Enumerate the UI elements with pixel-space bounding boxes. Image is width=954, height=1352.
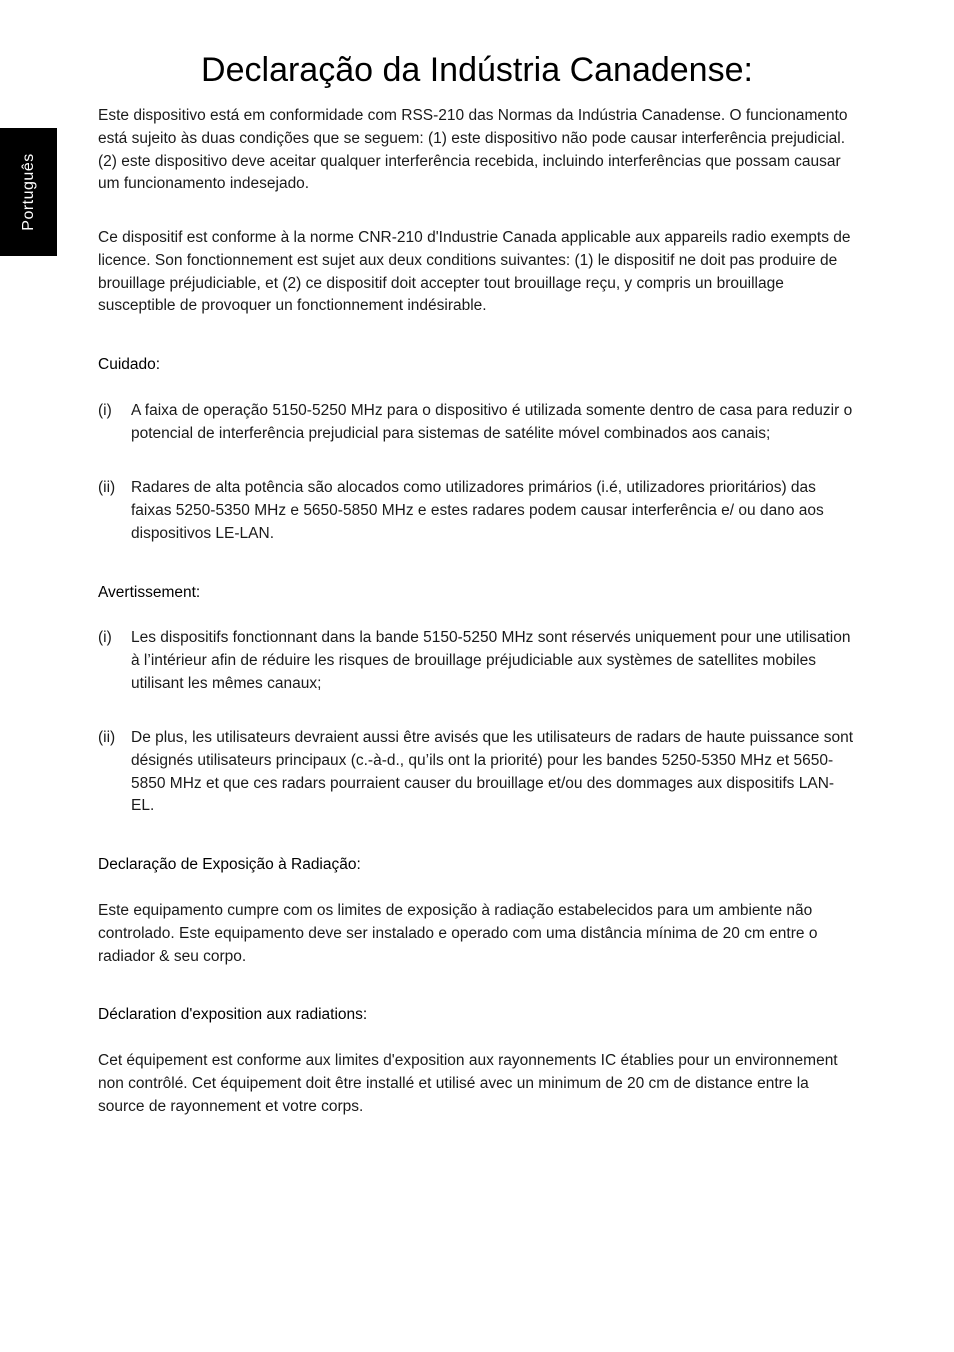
language-tab-label: Português	[19, 153, 37, 231]
list-item	[98, 727, 856, 818]
paragraph-fr-exposure: Cet équipement est conforme aux limites d'exposition aux rayonnements IC établies pour un environnement non contrôlé. Cet équipement doit être installé et utilisé avec un minimum de 20 cm de distance entre la source de rayonnement et votre corps.	[98, 1052, 838, 1115]
list-item-text: Les dispositifs fonctionnant dans la bande 5150-5250 MHz sont réservés uniquement pour une utilisation à l’intérieur afin de réduire les risques de brouillage préjudiciable aux systèmes de satellites mobiles utilisant les mêmes canaux;	[131, 629, 851, 692]
list-item-text: De plus, les utilisateurs devraient aussi être avisés que les utilisateurs de radars de haute puissance sont désignés utilisateurs principaux (c.-à-d., qu’ils ont la priorité) pour les bandes 5250-5350 MHz et 5650-5850 MHz et que ces radars pourraient causer du brouillage et/ou des dommages aux dispositifs LAN-EL.	[131, 729, 854, 815]
list-item-text: Radares de alta potência são alocados como utilizadores primários (i.é, utilizadores prioritários) das faixas 5250-5350 MHz e 5650-5850 MHz e estes radares podem causar interferência e/ ou dano aos dispositivos LE-LAN.	[131, 479, 824, 542]
paragraph-pt-conformity: Este dispositivo está em conformidade com RSS-210 das Normas da Indústria Canadense. O funcionamento está sujeito às duas condições que se seguem: (1) este dispositivo não pode causar interferência prejudicial. (2) este dispositivo deve aceitar qualquer interferência recebida, incluindo interferências que possam causar um funcionamento indesejado.	[98, 107, 848, 193]
list-item	[98, 400, 856, 446]
heading-cuidado: Cuidado:	[98, 356, 161, 373]
list-marker: (i)	[98, 402, 112, 419]
language-side-tab	[0, 128, 57, 256]
list-marker: (ii)	[98, 729, 116, 746]
list-marker: (i)	[98, 629, 112, 646]
list-marker: (ii)	[98, 479, 116, 496]
paragraph-fr-conformity: Ce dispositif est conforme à la norme CNR-210 d'Industrie Canada applicable aux appareils radio exempts de licence. Son fonctionnement est sujet aux deux conditions suivantes: (1) le dispositif ne doit pas produire de brouillage préjudiciable, et (2) ce dispositif doit accepter tout brouillage reçu, y compris un brouillage susceptible de provoquer un fonctionnement indésirable.	[98, 229, 851, 315]
heading-exposition: Déclaration d'exposition aux radiations:	[98, 1006, 368, 1023]
page-title: Declaração da Indústria Canadense:	[201, 51, 753, 89]
list-item	[98, 627, 856, 695]
list-item-text: A faixa de operação 5150-5250 MHz para o dispositivo é utilizada somente dentro de casa para reduzir o potencial de interferência prejudicial para sistemas de satélite móvel combinados aos canais;	[131, 402, 853, 442]
paragraph-pt-exposure: Este equipamento cumpre com os limites de exposição à radiação estabelecidos para um ambiente não controlado. Este equipamento deve ser instalado e operado com uma distância mínima de 20 cm entre o radiador & seu corpo.	[98, 902, 818, 965]
heading-avertissement: Avertissement:	[98, 584, 201, 601]
list-item	[98, 477, 856, 545]
heading-exposicao: Declaração de Exposição à Radiação:	[98, 856, 361, 873]
